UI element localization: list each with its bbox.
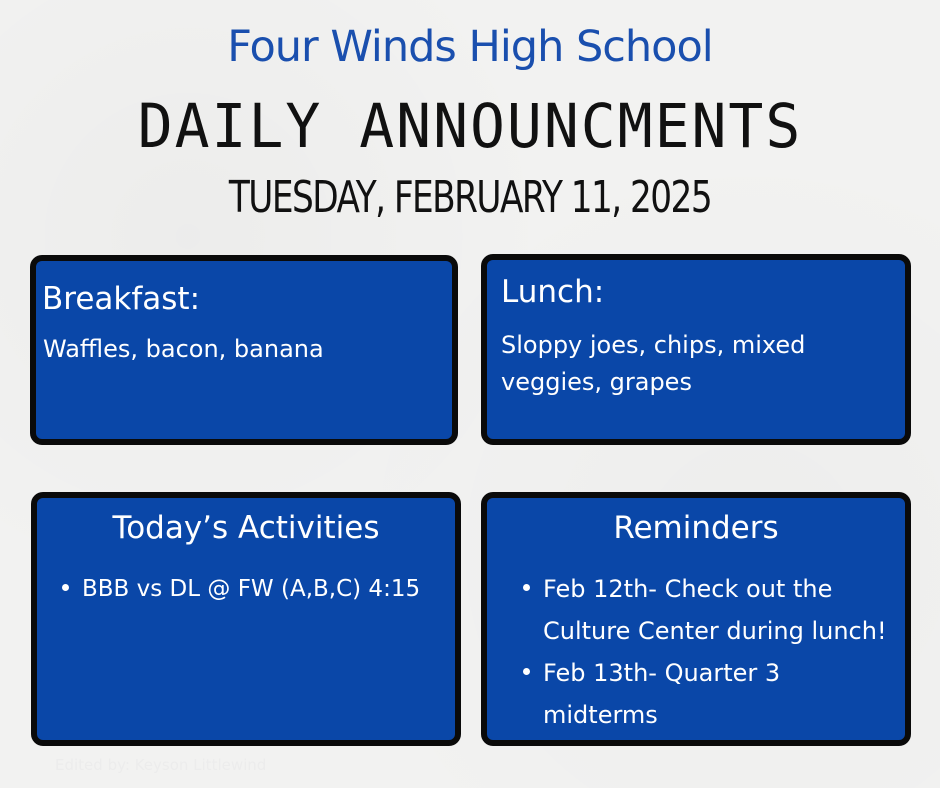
breakfast-menu: Waffles, bacon, banana bbox=[43, 335, 324, 363]
activities-title: Today’s Activities bbox=[112, 510, 380, 546]
activities-card bbox=[31, 492, 461, 746]
lunch-card bbox=[481, 254, 911, 445]
breakfast-title: Breakfast: bbox=[42, 281, 201, 317]
lunch-menu: Sloppy joes, chips, mixed veggies, grapes bbox=[501, 331, 806, 396]
lunch-title: Lunch: bbox=[501, 274, 605, 310]
activities-list bbox=[62, 568, 420, 610]
school-name: Four Winds High School bbox=[227, 22, 713, 72]
announcements-heading: DAILY ANNOUNCMENTS bbox=[137, 90, 803, 162]
reminders-list bbox=[523, 568, 893, 736]
reminder-item: Feb 12th- Check out the Culture Center during lunch! bbox=[523, 568, 893, 652]
reminders-title: Reminders bbox=[613, 510, 779, 546]
editor-credit: Edited by: Keyson Littlewind bbox=[55, 756, 267, 774]
reminders-card bbox=[481, 492, 911, 746]
announcement-date: TUESDAY, FEBRUARY 11, 2025 bbox=[228, 172, 712, 223]
reminder-item: Feb 13th- Quarter 3 midterms bbox=[523, 652, 893, 736]
activity-item: BBB vs DL @ FW (A,B,C) 4:15 bbox=[62, 568, 420, 610]
breakfast-card bbox=[30, 255, 458, 445]
